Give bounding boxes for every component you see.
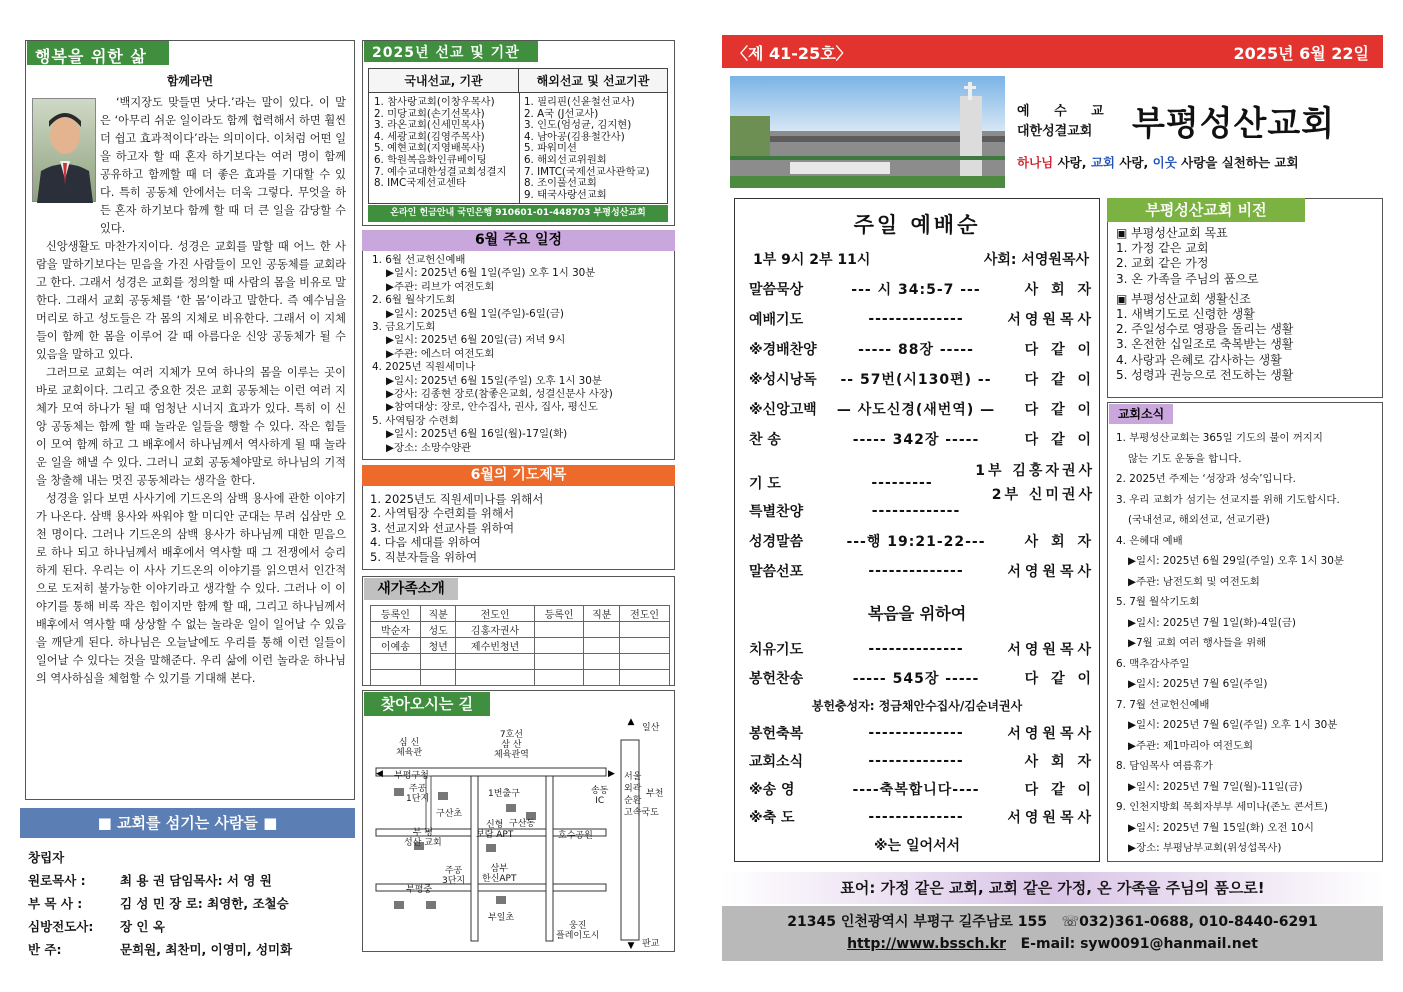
overseas-list <box>524 97 650 201</box>
news-line: ▶7월 교회 여러 행사들을 위해 <box>1128 637 1267 649</box>
prayer-heading: 6월의 기도제목 <box>362 465 675 486</box>
table-cell <box>456 654 534 670</box>
worship-item-name: ※신앙고백 <box>749 402 817 418</box>
church-slogan: 하나님 사랑, 교회 사랑, 이웃 사랑을 실천하는 교회 <box>1017 155 1299 170</box>
news-line: ▶일시: 2025년 6월 29일(주일) 오후 1시 30분 <box>1128 555 1344 567</box>
svg-text:▶: ▶ <box>608 769 615 779</box>
worship-item-leader: 다 같 이 <box>1024 402 1095 418</box>
table-cell <box>534 654 584 670</box>
worship-item-detail: -------------- <box>868 809 964 825</box>
domestic-mission-item: 3. 라온교회(신세민목사) <box>374 119 485 132</box>
worship-row <box>749 399 1095 419</box>
worship-item-leader: 사 회 자 <box>1024 282 1095 298</box>
goal-title: ▣ 부평성산교회 목표 <box>1116 226 1228 240</box>
overseas-mission-item: 5. 파워미션 <box>524 142 577 155</box>
news-line: 6. 맥추감사주일 <box>1116 657 1190 670</box>
news-line: ▶일시: 2025년 7월 7일(월)-11일(금) <box>1128 780 1303 793</box>
table-header: 등록인 <box>371 606 421 622</box>
worship-item-detail: -------------- <box>868 641 964 657</box>
worship-subheading: 복음을 위하여 <box>867 604 967 623</box>
vision-content <box>1116 226 1293 383</box>
vision-goal: 1. 가정 같은 교회 <box>1116 241 1209 256</box>
church-motto: 표어: 가정 같은 교회, 교회 같은 가정, 온 가족을 주님의 품으로! <box>722 872 1383 904</box>
worship-item-detail: — 사도신경(새번역) — <box>836 402 996 418</box>
newfamily-table <box>370 605 670 686</box>
footer-phone: ☏032)361-0688, 010-8440-6291 <box>1061 914 1318 930</box>
schedule-item-title: 3. 금요기도회 <box>372 321 436 334</box>
worship-item-leader: 사 회 자 <box>1024 534 1095 550</box>
table-row <box>371 654 670 670</box>
news-line: 1. 부평성산교회는 365일 기도의 불이 꺼지지 <box>1116 432 1323 444</box>
newfamily-heading: 새가족소개 <box>364 578 458 600</box>
news-line: ▶일시: 2025년 7월 1일(화)-4일(금) <box>1128 616 1296 629</box>
map-label: 서울 외곽 순환 고속국도 <box>624 772 659 818</box>
church-name: 부평성산교회 <box>1132 104 1336 144</box>
table-cell <box>534 638 584 654</box>
worship-row <box>749 339 1095 359</box>
table-cell: 청년 <box>420 638 456 654</box>
overseas-mission-item: 9. 태국사랑선교회 <box>524 188 607 201</box>
overseas-mission-item: 3. 인도(엄성균, 김지현) <box>524 119 632 132</box>
website-link[interactable]: http://www.bssch.kr <box>847 936 1006 952</box>
map-label: 웅진 플레이도시 <box>556 921 600 941</box>
news-line: ▶주관: 남전도회 및 여전도회 <box>1128 575 1260 588</box>
overseas-mission-item: 7. IMTC(국제선교사관학교) <box>524 165 650 178</box>
servants-heading: ■ 교회를 섬기는 사람들 ■ <box>20 808 355 838</box>
table-header: 직분 <box>420 606 456 622</box>
worship-item-name: 치유기도 <box>749 642 804 658</box>
schedule-list <box>372 254 672 455</box>
servant-row: 창립자 <box>28 850 65 865</box>
table-cell: 제수빈청년 <box>456 638 534 654</box>
worship-item-detail: ----- 342장 ----- <box>852 432 980 448</box>
prayer-item: 1. 2025년도 직원세미나를 위해서 <box>370 492 544 506</box>
worship-item-leader: 서영원목사 <box>1007 726 1095 742</box>
prayer-item: 2. 사역팀장 수련회를 위해서 <box>370 506 515 521</box>
worship-item-name: ※경배찬양 <box>749 342 817 358</box>
church-photo <box>730 76 1005 188</box>
servant-row: 부 목 사 : 김 성 민 장 로: 최영한, 조철승 <box>28 896 289 911</box>
map-label: 부평구청 <box>394 771 429 781</box>
map-label: 1번출구 <box>488 789 520 799</box>
worship-item-name: 말씀묵상 <box>749 282 804 298</box>
table-row <box>371 622 670 638</box>
worship-item-detail: -- 57번(시130편) -- <box>840 372 992 388</box>
table-header: 전도인 <box>620 606 670 622</box>
map-label: 부일초 <box>488 913 515 923</box>
news-line: 7. 7월 선교헌신예배 <box>1116 698 1210 711</box>
creed-title: ▣ 부평성산교회 생활신조 <box>1116 291 1251 306</box>
footer-email[interactable]: E-mail: syw0091@hanmail.net <box>1020 936 1258 952</box>
map-label: 구산동 <box>509 819 536 829</box>
worship-title: 주일 예배순 <box>853 213 981 237</box>
prayer-list <box>370 492 543 564</box>
essay-paragraph-2: 신앙생활도 마찬가지이다. 성경은 교회를 말할 때 어느 한 사람을 말하기보다는 믿음을 가진 사람들이 모인 공동체를 교회라고 한다. 그래서 성경은 교회를 정의할 때 사람의 몸을 비유로 말한다. 그래서 교회 공동체를 ‘한 몸’이라고 말한다. 즉 예수님을 머리로 하고 성도들은 각 몸의 지체로 비유한다. 그래서 이 지체들이 함께 한 몸을 이루어 갈 때 아름다운 신앙 공동체가 될 수 있음을 말하고 있다. <box>36 240 346 361</box>
worship-item-name: 기 도 <box>749 476 781 492</box>
table-cell <box>456 670 534 686</box>
worship-row <box>749 561 1095 581</box>
worship-row <box>749 668 1095 688</box>
map-label: 일산 <box>642 723 660 733</box>
map-label: 부천 <box>646 789 664 799</box>
worship-item-name: ※성시낭독 <box>749 372 817 388</box>
footer-contact <box>722 906 1383 961</box>
vision-creed: 3. 온전한 십일조로 축복받는 생활 <box>1116 337 1294 352</box>
domestic-mission-item: 7. 예수교대한성결교회성결지 <box>374 165 507 178</box>
map-label: 부평중 <box>406 885 433 895</box>
map-label: 신형 보람 APT <box>476 820 514 840</box>
map-label: 송동 IC <box>591 786 609 806</box>
news-line: ▶일시: 2025년 7월 15일(화) 오전 10시 <box>1128 821 1314 834</box>
vision-creed: 1. 새벽기도로 신령한 생활 <box>1116 307 1255 322</box>
domestic-mission-item: 6. 학원복음화인큐베이팅 <box>374 153 487 166</box>
worship-item-leader: 다 같 이 <box>1024 372 1095 388</box>
worship-row <box>749 429 1095 449</box>
worship-item-detail: ------------- <box>871 503 961 519</box>
domestic-mission-item: 5. 예현교회(지영배목사) <box>374 142 485 155</box>
news-line: 9. 인천지방회 목회자부부 세미나(존노 콘서트) <box>1116 801 1328 813</box>
map-heading: 찾아오시는 길 <box>364 692 490 716</box>
worship-item-detail: --- 시 34:5-7 --- <box>851 282 981 298</box>
table-cell <box>584 622 620 638</box>
news-line: 않는 기도 운동을 합니다. <box>1128 452 1242 465</box>
mission-heading: 2025년 선교 및 기관 <box>364 41 538 62</box>
worship-row <box>749 779 1095 799</box>
worship-item-name: ※송 영 <box>749 782 795 798</box>
vision-heading: 부평성산교회 비전 <box>1107 198 1305 222</box>
schedule-item-title: 1. 6월 선교헌신예배 <box>372 254 466 266</box>
schedule-detail: ▶참여대상: 장로, 안수집사, 권사, 집사, 평신도 <box>386 401 598 414</box>
vision-creed: 2. 주일성수로 영광을 돌리는 생활 <box>1116 322 1294 337</box>
essay-body <box>36 94 346 688</box>
worship-item-name: 성경말씀 <box>749 534 804 550</box>
mission-table <box>368 68 668 204</box>
worship-box <box>734 198 1100 862</box>
essay-paragraph-3: 그러므로 교회는 여러 지체가 모여 하나의 몸을 이루는 곳이 바로 교회이다. 그리고 중요한 것은 교회 공동체는 이런 여러 지체가 모여 하나가 될 때 엄청난 시너지 효과가 있다. 특히 이 신앙 공동체는 함께 할 때 놀라운 일들을 행할 수 있다. 작은 힘들이 모여 함께 하고 그 배후에서 하나님께서 역사하게 될 때 놀라운 일을 해낼 수 있다. 그러니 교회 공동체야말로 하나님의 기적을 창출해 내는 멋진 공동체라는 생각을 한다. <box>36 366 346 487</box>
standing-note: ※는 일어서서 <box>873 838 961 854</box>
schedule-item-title: 2. 6월 월삭기도회 <box>372 294 456 307</box>
map-label: 7호선 삼 산 체육관역 <box>494 730 529 760</box>
worship-moderator: 사회: 서영원목사 <box>983 252 1089 268</box>
worship-item-detail: ----- 88장 ----- <box>858 342 974 358</box>
schedule-detail: ▶강사: 김종현 장로(참좋은교회, 성결신문사 사장) <box>386 388 613 401</box>
map-label: 심 신 체육관 <box>396 738 423 758</box>
worship-item-detail: -------------- <box>868 563 964 579</box>
prayer-item: 3. 선교지와 선교사를 위하여 <box>370 520 515 535</box>
worship-item-leader: 다 같 이 <box>1024 342 1095 358</box>
worship-row <box>749 369 1095 389</box>
table-cell <box>534 670 584 686</box>
news-line: 2. 2025년 주제는 ‘성장과 성숙’입니다. <box>1116 473 1296 485</box>
offering-account: 온라인 헌금안내 국민은행 910601-01-448703 부평성산교회 <box>368 205 668 222</box>
servant-row: 심방전도사: 장 인 옥 <box>28 919 165 934</box>
schedule-detail: ▶주관: 에스더 여전도회 <box>386 347 495 360</box>
schedule-detail: ▶일시: 2025년 6월 15일(주일) 오후 1시 30분 <box>386 374 602 387</box>
prayer-item: 5. 직분자들을 위하여 <box>370 549 478 564</box>
overseas-mission-item: 1. 필리핀(신윤철선교사) <box>524 96 635 108</box>
table-cell <box>584 654 620 670</box>
essay-paragraph-4: 성경을 읽다 보면 사사기에 기드온의 삼백 용사에 관한 이야기가 나온다. 삼백 용사와 싸워야 할 미디안 군대는 무려 십삼만 오천 명이다. 그러나 기드온의 삼백 용사가 하나님께 대한 믿음으로 하나 되고 하나님께서 배후에서 역사할 때 그 전쟁에서 승리하게 된다. 우리는 이 사사 기드온의 이야기를 읽으면서 인간적으로 도저히 불가능한 이야기라고 생각할 수 있다. 그러나 이 이야기를 통해 비록 작은 힘이지만 함께 할 때, 그리고 하나님께서 배후에서 역사할 때 상상할 수 없는 놀라운 일이 일어날 수 있음을 깨닫게 된다. 하나님은 오늘날에도 우리를 통해 이런 일들이 일어날 수 있다는 것을 말해준다. 우리 삶에 이런 놀라운 하나님의 역사하심을 체험할 수 있기를 기대해 본다. <box>36 492 346 685</box>
worship-item-name: 특별찬양 <box>749 504 804 520</box>
worship-item-leader: 사 회 자 <box>1024 754 1095 770</box>
schedule-item-title: 5. 사역팀장 수련회 <box>372 414 459 427</box>
table-cell <box>420 654 456 670</box>
table-header: 전도인 <box>456 606 534 622</box>
schedule-detail: ▶장소: 소망수양관 <box>386 441 472 454</box>
overseas-mission-item: 8. 조이풀선교회 <box>524 177 597 190</box>
map-label: 구산초 <box>436 809 463 819</box>
issue-number: 〈제 41-25호〉 <box>732 44 852 63</box>
news-list <box>1116 428 1382 859</box>
table-header: 등록인 <box>534 606 584 622</box>
vision-goal: 3. 온 가족을 주님의 품으로 <box>1116 271 1259 286</box>
news-line: 3. 우리 교회가 섬기는 선교지를 위해 기도합시다. <box>1116 493 1340 506</box>
worship-row <box>749 309 1095 329</box>
worship-row <box>749 751 1095 771</box>
news-line: ▶일시: 2025년 7월 6일(주일) 오후 1시 30분 <box>1128 719 1338 731</box>
domestic-title: 국내선교, 기관 <box>369 69 519 93</box>
worship-item-name: 교회소식 <box>749 754 804 770</box>
table-cell <box>371 670 421 686</box>
worship-row <box>749 807 1095 827</box>
essay-title: 함께라면 <box>166 74 214 88</box>
schedule-detail: ▶일시: 2025년 6월 20일(금) 저녁 9시 <box>386 334 566 347</box>
news-line: ▶장소: 부평남부교회(위성섭목사) <box>1128 842 1282 854</box>
worship-row <box>749 723 1095 743</box>
essay-heading: 행복을 위한 삶 <box>27 41 169 65</box>
directions-map <box>366 716 672 950</box>
overseas-title: 해외선교 및 선교기관 <box>519 69 667 93</box>
domestic-mission-item: 8. IMC국제선교센타 <box>374 177 466 190</box>
worship-row <box>749 531 1095 551</box>
schedule-detail: ▶주관: 리브가 여전도회 <box>386 280 495 293</box>
schedule-heading: 6월 주요 일정 <box>362 230 675 251</box>
news-line: ▶주관: 제1마리아 여전도회 <box>1128 739 1254 752</box>
table-cell <box>584 670 620 686</box>
worship-item-detail: --------- <box>871 475 933 491</box>
table-cell <box>620 654 670 670</box>
table-cell: 김홍자권사 <box>456 622 534 638</box>
issue-date: 2025년 6월 22일 <box>1233 44 1369 63</box>
domestic-mission-item: 1. 참사랑교회(이창우목사) <box>374 96 495 108</box>
worship-item-leader: 서영원목사 <box>1007 312 1095 328</box>
worship-item-detail: -------------- <box>868 725 964 741</box>
map-label: 판교 <box>642 939 660 949</box>
issue-banner <box>722 35 1383 68</box>
table-row <box>371 670 670 686</box>
worship-item-leader: 서영원목사 <box>1007 642 1095 658</box>
worship-item-leader: 다 같 이 <box>1024 671 1095 687</box>
schedule-detail: ▶일시: 2025년 6월 1일(주일) 오후 1시 30분 <box>386 267 596 280</box>
domestic-mission-item: 2. 미당교회(손기선목사) <box>374 107 485 120</box>
denomination-b: 대한성결교회 <box>1017 124 1093 139</box>
worship-item-leader: 서영원목사 <box>1007 564 1095 580</box>
schedule-detail: ▶일시: 2025년 6월 1일(주일)-6일(금) <box>386 307 564 320</box>
servants-list <box>28 846 358 961</box>
news-line: 4. 은혜대 예배 <box>1116 534 1183 547</box>
worship-item-name: 봉헌찬송 <box>749 671 804 687</box>
table-cell <box>534 622 584 638</box>
table-cell: 이예송 <box>371 638 421 654</box>
worship-item-name: ※축 도 <box>749 810 795 826</box>
map-label: 삼부 한신APT <box>482 864 517 884</box>
worship-item-name: 예배기도 <box>749 312 804 328</box>
overseas-mission-item: 2. A국 (J선교사) <box>524 107 599 120</box>
servant-row: 원로목사 : 최 용 권 담임목사: 서 영 원 <box>28 873 272 888</box>
overseas-mission-item: 6. 해외선교위원회 <box>524 153 607 166</box>
map-label: 주공 3단지 <box>442 866 466 886</box>
table-cell <box>620 622 670 638</box>
worship-item-leader: 서영원목사 <box>1007 810 1095 826</box>
news-line: 8. 담임목사 여름휴가 <box>1116 760 1213 772</box>
worship-row <box>749 459 1095 507</box>
worship-times: 1부 9시 2부 11시 <box>753 252 871 268</box>
news-line: ▶일시: 2025년 7월 6일(주일) <box>1128 678 1268 690</box>
worship-row <box>749 279 1095 299</box>
table-cell <box>620 638 670 654</box>
worship-item-detail: ----- 545장 ----- <box>852 671 980 687</box>
table-cell <box>420 670 456 686</box>
essay-paragraph-1: ‘백지장도 맞들면 낫다.’라는 말이 있다. 이 말은 ‘아무리 쉬운 일이라도 함께 협력해서 하면 훨씬 더 쉽고 효과적이다’라는 의미이다. 이처럼 어떤 일을 하고자 할 때 혼자 하기보다는 여러 명이 함께 공유하고 함께할 때 더 좋은 효과를 기대할 수 있다. 특히 공동체 안에서는 더욱 그렇다. 무엇을 하든 혼자 하기보다 함께 할 때 더 큰 일을 감당할 수 있다. <box>100 96 346 235</box>
worship-item-name: 말씀선포 <box>749 564 804 580</box>
worship-row <box>749 501 1095 521</box>
domestic-list <box>374 97 506 190</box>
news-line: 5. 7월 월삭기도회 <box>1116 596 1200 608</box>
vision-creed: 5. 성령과 권능으로 전도하는 생활 <box>1116 367 1294 382</box>
table-cell: 박순자 <box>371 622 421 638</box>
worship-item-leader: 다 같 이 <box>1024 432 1095 448</box>
worship-item-leader: 다 같 이 <box>1024 782 1095 798</box>
map-label: 호수공원 <box>558 831 593 841</box>
worship-item-detail: -------------- <box>868 753 964 769</box>
table-row <box>371 638 670 654</box>
worship-item-leader: 1부 김홍자권사 2부 신미권사 <box>975 463 1095 503</box>
news-heading: 교회소식 <box>1109 404 1173 424</box>
schedule-detail: ▶일시: 2025년 6월 16일(월)-17일(화) <box>386 428 568 441</box>
vision-creed: 4. 사랑과 은혜로 감사하는 생활 <box>1116 352 1282 367</box>
overseas-mission-item: 4. 남아공(김용철간사) <box>524 130 625 143</box>
worship-item-detail: ---행 19:21-22--- <box>846 534 986 550</box>
svg-text:◀: ◀ <box>376 769 383 779</box>
worship-item-name: 봉헌축복 <box>749 726 804 742</box>
svg-text:▲: ▲ <box>627 717 635 727</box>
table-cell <box>584 638 620 654</box>
domestic-mission-item: 4. 세광교회(김영주목사) <box>374 130 485 143</box>
map-label: 부 평 성산 교회 <box>404 828 442 848</box>
table-cell: 성도 <box>420 622 456 638</box>
svg-text:▼: ▼ <box>627 941 635 950</box>
offering-servers: 봉헌충성자: 정금채안수집사/김순녀권사 <box>811 699 1023 713</box>
footer-address: 21345 인천광역시 부평구 길주남로 155 <box>787 914 1047 930</box>
worship-item-detail: -------------- <box>868 311 964 327</box>
worship-row <box>749 639 1095 659</box>
map-label: 주공 1단지 <box>406 784 430 804</box>
denomination-a: 예 수 교 <box>1017 104 1114 119</box>
table-header: 직분 <box>584 606 620 622</box>
table-cell <box>620 670 670 686</box>
worship-item-detail: ----축복합니다---- <box>852 782 980 798</box>
table-cell <box>371 654 421 670</box>
worship-item-name: 찬 송 <box>749 432 781 448</box>
prayer-item: 4. 다음 세대를 위하여 <box>370 535 481 550</box>
servant-row: 반 주: 문희원, 최찬미, 이영미, 성미화 <box>28 942 293 957</box>
vision-goal: 2. 교회 같은 가정 <box>1116 256 1209 271</box>
news-line: (국내선교, 해외선교, 선교기관) <box>1128 514 1270 526</box>
schedule-item-title: 4. 2025년 직원세미나 <box>372 361 476 374</box>
